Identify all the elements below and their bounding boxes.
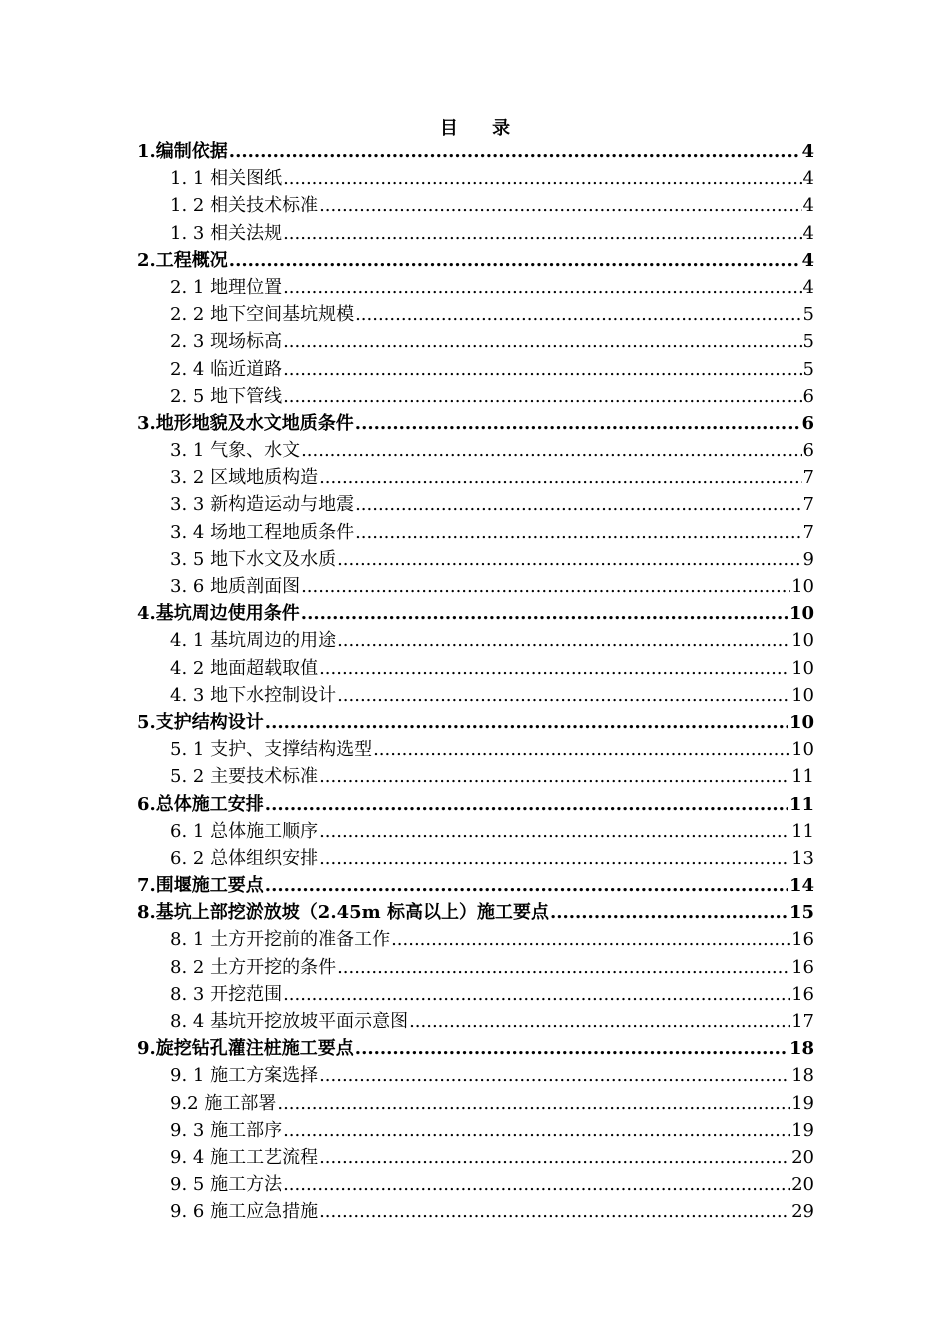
toc-entry-page-number: 9	[802, 548, 814, 570]
toc-dot-leader	[319, 655, 790, 682]
toc-dot-leader	[355, 1035, 788, 1062]
toc-dot-leader	[355, 519, 801, 546]
toc-section-entry[interactable]	[137, 763, 814, 790]
toc-section-entry[interactable]	[137, 1117, 814, 1144]
toc-section-entry[interactable]	[137, 383, 814, 410]
toc-dot-leader	[319, 1144, 790, 1171]
toc-entry-label: 9. 4 施工工艺流程	[170, 1146, 319, 1168]
toc-dot-leader	[301, 573, 790, 600]
toc-chapter-entry[interactable]	[137, 138, 814, 165]
toc-entry-label: 9. 3 施工部序	[170, 1119, 283, 1141]
toc-entry-page-number: 16	[791, 983, 814, 1005]
toc-dot-leader	[391, 926, 790, 953]
toc-dot-leader	[319, 1198, 790, 1225]
toc-entry-label: 3.地形地貌及水文地质条件	[137, 412, 354, 434]
toc-section-entry[interactable]	[137, 1062, 814, 1089]
toc-entry-label: 6. 1 总体施工顺序	[170, 820, 319, 842]
toc-chapter-entry[interactable]	[137, 600, 814, 627]
toc-section-entry[interactable]	[137, 655, 814, 682]
toc-dot-leader	[337, 627, 790, 654]
toc-dot-leader	[283, 165, 801, 192]
toc-title: 目 录	[439, 118, 525, 139]
toc-section-entry[interactable]	[137, 301, 814, 328]
toc-entry-page-number: 4	[801, 141, 814, 162]
toc-dot-leader	[277, 1090, 790, 1117]
toc-entry-page-number: 11	[791, 820, 814, 842]
toc-dot-leader	[301, 437, 801, 464]
toc-entry-label: 8.基坑上部挖淤放坡（2.45m 标高以上）施工要点	[137, 902, 549, 924]
toc-dot-leader	[283, 1171, 790, 1198]
toc-entry-page-number: 19	[791, 1119, 814, 1141]
table-of-contents	[137, 138, 814, 1226]
toc-entry-label: 5. 2 主要技术标准	[170, 766, 319, 788]
toc-entry-label: 2. 1 地理位置	[170, 276, 283, 298]
toc-entry-page-number: 14	[788, 875, 814, 897]
toc-section-entry[interactable]	[137, 519, 814, 546]
toc-dot-leader	[229, 247, 801, 274]
toc-section-entry[interactable]	[137, 192, 814, 219]
toc-entry-page-number: 7	[802, 467, 814, 489]
toc-entry-page-number: 11	[788, 793, 814, 815]
toc-entry-label: 4. 1 基坑周边的用途	[170, 630, 337, 652]
toc-section-entry[interactable]	[137, 1171, 814, 1198]
toc-entry-page-number: 4	[801, 249, 814, 271]
toc-section-entry[interactable]	[137, 1090, 814, 1117]
toc-entry-label: 7.围堰施工要点	[137, 875, 264, 897]
toc-entry-page-number: 19	[791, 1092, 814, 1114]
toc-entry-label: 3. 4 场地工程地质条件	[170, 521, 355, 543]
toc-entry-page-number: 6	[802, 440, 814, 462]
toc-entry-label: 3. 2 区域地质构造	[170, 467, 319, 489]
toc-entry-label: 8. 1 土方开挖前的准备工作	[170, 929, 391, 951]
toc-section-entry[interactable]	[137, 1198, 814, 1225]
toc-chapter-entry[interactable]	[137, 247, 814, 274]
toc-entry-page-number: 5	[802, 358, 814, 380]
toc-dot-leader	[409, 1008, 790, 1035]
toc-dot-leader	[550, 899, 788, 926]
toc-section-entry[interactable]	[137, 464, 814, 491]
toc-entry-label: 8. 4 基坑开挖放坡平面示意图	[170, 1011, 409, 1032]
toc-section-entry[interactable]	[137, 274, 814, 301]
toc-dot-leader	[319, 818, 790, 845]
toc-chapter-entry[interactable]	[137, 791, 814, 818]
toc-section-entry[interactable]	[137, 356, 814, 383]
toc-dot-leader	[319, 1062, 790, 1089]
toc-entry-page-number: 15	[788, 902, 814, 924]
toc-section-entry[interactable]	[137, 845, 814, 872]
toc-section-entry[interactable]	[137, 682, 814, 709]
toc-section-entry[interactable]	[137, 491, 814, 518]
toc-entry-page-number: 11	[791, 766, 814, 788]
toc-entry-page-number: 10	[788, 711, 814, 733]
toc-entry-page-number: 10	[791, 684, 814, 706]
toc-dot-leader	[229, 138, 801, 165]
toc-entry-page-number: 18	[791, 1065, 814, 1087]
toc-entry-label: 2. 4 临近道路	[170, 358, 283, 380]
toc-entry-label: 6.总体施工安排	[137, 793, 264, 815]
toc-section-entry[interactable]	[137, 1144, 814, 1171]
toc-entry-page-number: 16	[791, 956, 814, 978]
toc-entry-page-number: 20	[791, 1174, 814, 1196]
toc-dot-leader	[373, 736, 790, 763]
toc-dot-leader	[265, 709, 788, 736]
toc-chapter-entry[interactable]	[137, 1035, 814, 1062]
toc-section-entry[interactable]	[137, 546, 814, 573]
toc-entry-label: 9. 5 施工方法	[170, 1174, 283, 1196]
toc-dot-leader	[283, 356, 801, 383]
toc-entry-label: 5. 1 支护、支撑结构选型	[170, 739, 373, 761]
toc-entry-label: 1.编制依据	[137, 141, 228, 162]
toc-section-entry[interactable]	[137, 981, 814, 1008]
toc-chapter-entry[interactable]	[137, 410, 814, 437]
toc-entry-label: 6. 2 总体组织安排	[170, 847, 319, 869]
toc-entry-page-number: 7	[802, 521, 814, 543]
toc-entry-page-number: 4	[802, 168, 814, 190]
toc-dot-leader	[283, 274, 801, 301]
toc-dot-leader	[265, 791, 788, 818]
toc-entry-page-number: 4	[802, 222, 814, 244]
toc-entry-label: 1. 1 相关图纸	[170, 168, 283, 190]
toc-entry-page-number: 7	[802, 494, 814, 516]
toc-section-entry[interactable]	[137, 220, 814, 247]
toc-dot-leader	[355, 301, 801, 328]
toc-entry-page-number: 18	[788, 1038, 814, 1060]
toc-entry-label: 3. 1 气象、水文	[170, 440, 301, 462]
toc-dot-leader	[355, 410, 801, 437]
toc-section-entry[interactable]	[137, 573, 814, 600]
toc-entry-label: 5.支护结构设计	[137, 711, 264, 733]
toc-dot-leader	[337, 546, 801, 573]
toc-dot-leader	[319, 192, 801, 219]
toc-entry-page-number: 10	[791, 630, 814, 652]
toc-dot-leader	[319, 845, 790, 872]
toc-dot-leader	[265, 872, 788, 899]
toc-entry-label: 9.2 施工部署	[170, 1092, 277, 1114]
toc-section-entry[interactable]	[137, 818, 814, 845]
toc-entry-page-number: 29	[791, 1201, 814, 1223]
toc-entry-page-number: 10	[791, 739, 814, 761]
toc-dot-leader	[319, 763, 790, 790]
toc-dot-leader	[355, 491, 801, 518]
toc-entry-page-number: 17	[791, 1011, 814, 1032]
toc-section-entry[interactable]	[137, 627, 814, 654]
toc-entry-label: 3. 3 新构造运动与地震	[170, 494, 355, 516]
toc-entry-label: 2. 3 现场标高	[170, 331, 283, 353]
toc-section-entry[interactable]	[137, 437, 814, 464]
toc-dot-leader	[283, 383, 801, 410]
toc-dot-leader	[283, 328, 801, 355]
toc-entry-label: 9. 6 施工应急措施	[170, 1201, 319, 1223]
toc-section-entry[interactable]	[137, 328, 814, 355]
toc-entry-label: 1. 2 相关技术标准	[170, 195, 319, 217]
toc-chapter-entry[interactable]	[137, 709, 814, 736]
toc-entry-label: 4. 2 地面超载取值	[170, 657, 319, 679]
toc-entry-page-number: 6	[802, 385, 814, 407]
toc-entry-page-number: 4	[802, 276, 814, 298]
toc-section-entry[interactable]	[137, 165, 814, 192]
toc-entry-label: 8. 3 开挖范围	[170, 983, 283, 1005]
toc-dot-leader	[301, 600, 788, 627]
toc-entry-page-number: 10	[788, 603, 814, 625]
toc-chapter-entry[interactable]	[137, 899, 814, 926]
toc-entry-label: 9.旋挖钻孔灌注桩施工要点	[137, 1038, 354, 1060]
toc-dot-leader	[337, 682, 790, 709]
toc-dot-leader	[283, 220, 801, 247]
toc-chapter-entry[interactable]	[137, 872, 814, 899]
toc-entry-page-number: 5	[802, 331, 814, 353]
toc-section-entry[interactable]	[137, 736, 814, 763]
toc-entry-label: 2. 5 地下管线	[170, 385, 283, 407]
toc-dot-leader	[337, 954, 790, 981]
toc-entry-label: 4.基坑周边使用条件	[137, 603, 300, 625]
toc-entry-label: 4. 3 地下水控制设计	[170, 684, 337, 706]
toc-section-entry[interactable]	[137, 926, 814, 953]
toc-entry-label: 3. 6 地质剖面图	[170, 576, 301, 597]
toc-dot-leader	[283, 981, 790, 1008]
toc-entry-label: 2.工程概况	[137, 249, 228, 271]
toc-entry-label: 3. 5 地下水文及水质	[170, 548, 337, 570]
toc-entry-label: 9. 1 施工方案选择	[170, 1065, 319, 1087]
toc-entry-page-number: 20	[791, 1146, 814, 1168]
toc-entry-label: 2. 2 地下空间基坑规模	[170, 304, 355, 326]
toc-entry-page-number: 10	[791, 576, 814, 597]
toc-section-entry[interactable]	[137, 1008, 814, 1035]
toc-entry-page-number: 4	[802, 195, 814, 217]
toc-entry-page-number: 6	[801, 412, 814, 434]
toc-entry-page-number: 13	[791, 847, 814, 869]
toc-entry-page-number: 16	[791, 929, 814, 951]
toc-dot-leader	[319, 464, 801, 491]
toc-entry-label: 8. 2 土方开挖的条件	[170, 956, 337, 978]
toc-entry-page-number: 10	[791, 657, 814, 679]
toc-dot-leader	[283, 1117, 790, 1144]
toc-entry-page-number: 5	[802, 304, 814, 326]
toc-entry-label: 1. 3 相关法规	[170, 222, 283, 244]
toc-section-entry[interactable]	[137, 954, 814, 981]
